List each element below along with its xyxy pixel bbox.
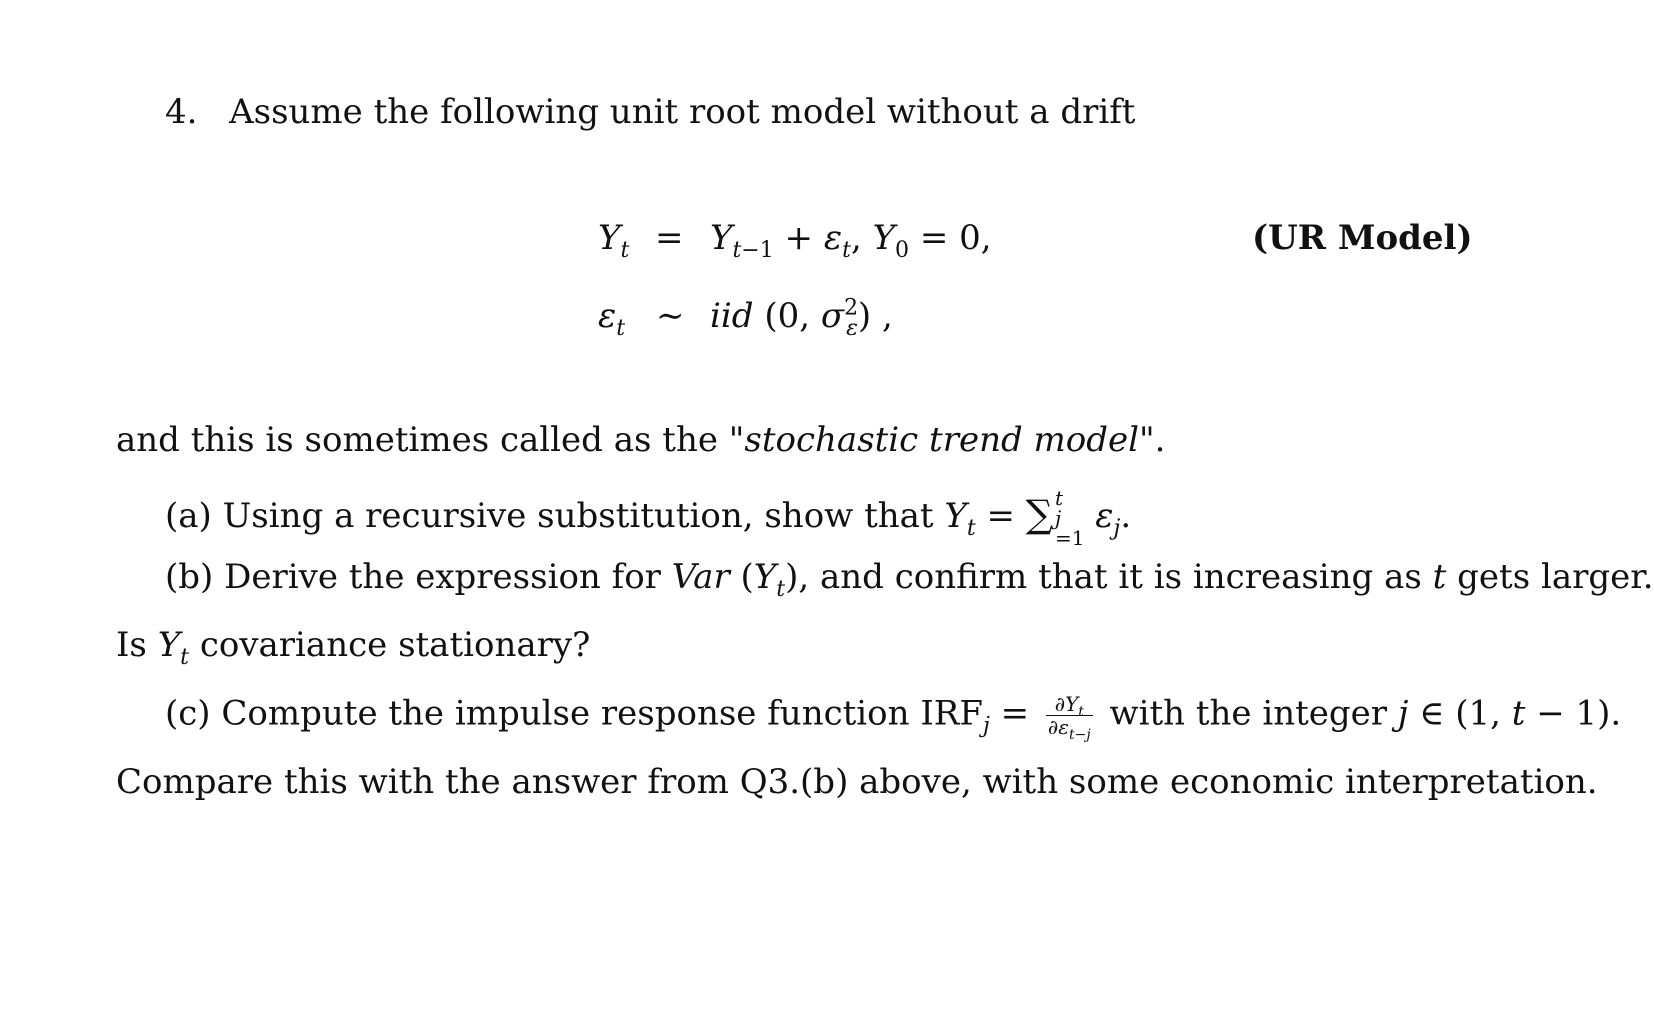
irf-fraction: $\frac{\partial Y_t}{\partial\varepsilon_{t-j}}$ bbox=[1047, 692, 1091, 743]
part-c-label: (c) bbox=[165, 693, 211, 734]
part-a bbox=[165, 488, 1131, 548]
part-b-continuation: Is $Y_t$ covariance stationary? bbox=[116, 625, 591, 670]
stochastic-trend-term: stochastic trend model bbox=[744, 420, 1140, 460]
part-c-continuation: Compare this with the answer from Q3.(b) above, with some economic interpretation. bbox=[116, 762, 1598, 802]
part-c: (c) Compute the impulse response function $IRF_j$ = $\frac{\partial Y_t}{\partial\varepsilon_{t-j}}$ with the integer j ∈ (1, t − 1). bbox=[165, 692, 1622, 743]
eq1-rhs: $Y_{t-1} + \varepsilon_t$, $Y_0 = 0$, bbox=[710, 218, 992, 263]
eq1-lhs: $Y_t$ bbox=[598, 218, 630, 263]
part-a-text: Using a recursive substitution, show that bbox=[222, 496, 934, 536]
question-intro: Assume the following unit root model without a drift bbox=[229, 92, 1136, 132]
part-a-label: (a) bbox=[165, 496, 212, 536]
eq2-relation: ∼ bbox=[656, 296, 685, 336]
eq1-relation: = bbox=[655, 218, 684, 258]
part-a-formula: $Y_t$ = ∑ t j =1 $\varepsilon_j$. bbox=[944, 486, 1132, 550]
question-heading bbox=[165, 92, 1135, 132]
eq2-lhs: $\varepsilon_t$ bbox=[598, 296, 626, 341]
equation-tag-ur-model: (UR Model) bbox=[1252, 218, 1473, 258]
stochastic-trend-sentence: and this is sometimes called as the "stochastic trend model". bbox=[116, 420, 1166, 460]
eq2-rhs: iid (0, $\sigma^2_\varepsilon$) , bbox=[710, 295, 893, 341]
part-b-label: (b) bbox=[165, 557, 214, 597]
question-number: 4. bbox=[165, 92, 198, 132]
part-b: (b) Derive the expression for Var $(Y_t)$, and confirm that it is increasing as t gets larger. bbox=[165, 557, 1654, 602]
